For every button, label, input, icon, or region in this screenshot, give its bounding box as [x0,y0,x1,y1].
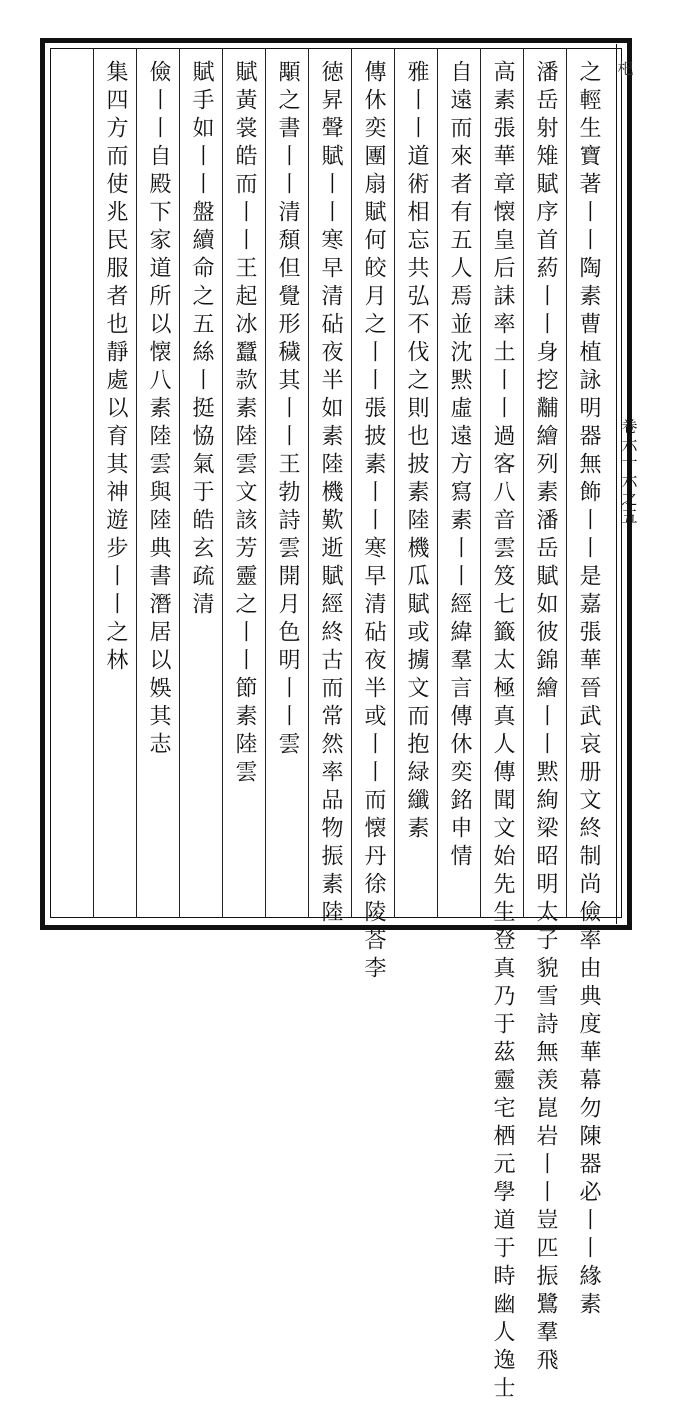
column-rule [179,48,180,918]
column-rule [523,48,524,918]
text-column-11: 儉丨丨自殿下家道所以懐八素陸雲與陸典書潛居以娛其志 [146,60,171,760]
column-rule [437,48,438,918]
text-column-1: 之輕生寶著丨丨陶素曹植詠明器無飾丨丨是嘉張華晉武哀册文終制尚儉率由典度華幕勿陳器必丨丨緣素 [576,60,601,1320]
text-column-7: 徳昇聲賦丨丨寒早清砧夜半如素陸機歎逝賦經終古而常然率品物振素陸 [318,60,343,928]
margin-top-mark: 𣏌 [615,60,634,76]
text-column-3: 高素張華章懐皇后誄率土丨丨過客八音雲笈七籤太極真人傳聞文始先生登真乃于茲靈宅栖元學道于時幽人逸士 [490,60,515,1404]
text-column-6: 傳休奕團扇賦何皎月之丨丨張披素丨丨寒早清砧夜半或丨丨而懐丹徐陵荅李 [361,60,386,984]
text-column-4: 自遠而來者有五人焉並沈黙虛遠方寫素丨丨經緯羣言傳休奕銘申情 [447,60,472,872]
column-rule [480,48,481,918]
text-column-2: 潘岳射雉賦序首葯丨丨身挖黼繪列素潘岳賦如彼錦繪丨丨黙絢梁昭明太子貌雪詩無羡崑岩丨丨豈匹振鷺羣飛 [533,60,558,1376]
juan-number-label: 卷六十六之五 [619,418,638,526]
column-rule [93,48,94,918]
text-column-12: 集四方而使兆民服者也靜處以育其神遊步丨丨之林 [103,60,128,676]
column-rule [351,48,352,918]
column-rule [136,48,137,918]
column-rule [222,48,223,918]
text-column-8: 顒之書丨丨清頹但覺形穢其丨丨王勃詩雲開月色明丨丨雲 [275,60,300,760]
column-rule [394,48,395,918]
column-rule [265,48,266,918]
column-rule [308,48,309,918]
text-column-10: 賦手如丨丨盤續命之五絲丨挺恊氣于皓玄疏清 [189,60,214,620]
column-rule [566,48,567,918]
text-column-9: 賦黃裳皓而丨丨王起冰蠶款素陸雲文該芳靈之丨丨節素陸雲 [232,60,257,788]
text-column-5: 雅丨丨道術相忘共弘不伐之則也披素陸機瓜賦或擄文而抱緑纖素 [404,60,429,844]
